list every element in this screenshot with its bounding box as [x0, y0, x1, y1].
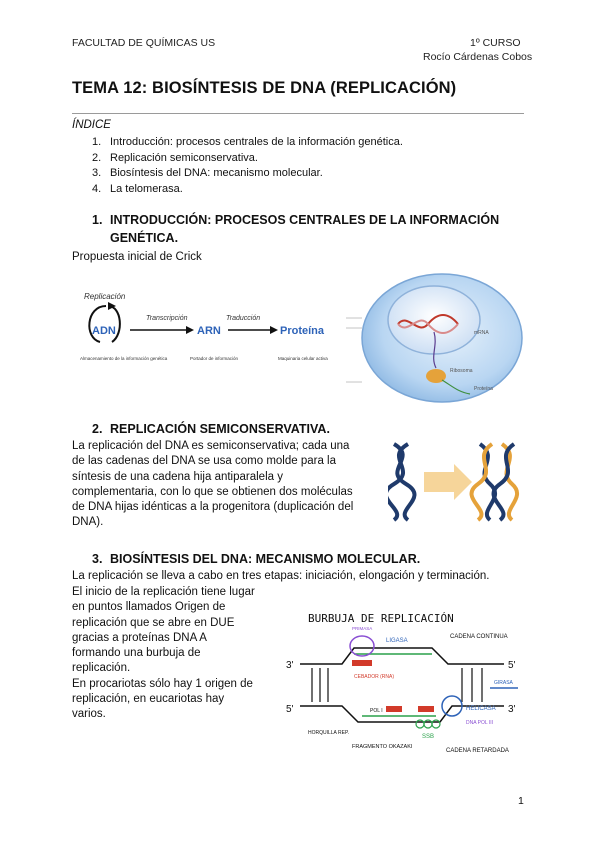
text-line: de las cadenas del DNA se usa como molde para la — [72, 455, 337, 468]
index-text: Biosíntesis del DNA: mecanismo molecular. — [110, 167, 323, 180]
ligase-label: LIGASA — [386, 638, 408, 644]
helicase-label: HELICASA — [466, 706, 496, 712]
primase-shape — [350, 636, 374, 656]
index-num: 1. — [92, 136, 102, 148]
text-line: en puntos llamados Origen de — [72, 601, 226, 614]
index-item — [92, 166, 403, 182]
text-line: replicación. — [72, 662, 131, 675]
index-label: ÍNDICE — [72, 119, 111, 131]
translation-label: Traducción — [226, 315, 261, 322]
end-label: 5' — [508, 660, 516, 671]
section3-stages: La replicación se lleva a cabo en tres etapas: iniciación, elongación y terminación. — [72, 570, 490, 582]
dna-caption: Almacenamiento de la información genética — [80, 356, 168, 361]
section1-heading-cont: GENÉTICA. — [110, 231, 179, 245]
primer-block — [352, 660, 372, 666]
dna-pol-label: DNA POL III — [466, 720, 494, 726]
top-strand — [300, 648, 504, 664]
text-line: complementaria, con lo que se obtienen dos moléculas — [72, 485, 353, 498]
ssb-protein — [416, 720, 424, 728]
text-line: replicación que se abre en DUE — [72, 616, 235, 629]
ssb-label: SSB — [422, 734, 435, 740]
polymerase-label: POL I — [370, 708, 383, 714]
okazaki-primer — [418, 706, 434, 712]
bubble-title: BURBUJA DE REPLICACIÓN — [308, 612, 454, 625]
leading-strand-label: CADENA CONTINUA — [450, 634, 508, 640]
text-line: síntesis de una cadena hija antiparalela y — [72, 470, 283, 483]
dna-label: ADN — [92, 325, 116, 337]
course-header: 1º CURSO — [470, 37, 521, 49]
text-line: DNA). — [72, 516, 104, 529]
cell-label: mRNA — [474, 330, 489, 336]
lagging-strand-label: CADENA RETARDADA — [446, 748, 509, 754]
text-line: de DNA hijas idénticas a la progenitora (duplicación del — [72, 501, 354, 514]
primase-label: PRIMASA — [352, 626, 373, 631]
page-number: 1 — [518, 795, 524, 807]
end-label: 3' — [508, 704, 516, 715]
faculty-header: FACULTAD DE QUÍMICAS US — [72, 37, 216, 49]
ssb-protein — [432, 720, 440, 728]
gyrase-label: GIRASA — [494, 680, 513, 686]
cell-label: Proteína — [474, 386, 493, 392]
rna-label: ARN — [197, 325, 221, 337]
index-item — [92, 151, 403, 167]
index-num: 4. — [92, 182, 102, 195]
text-line: replicación, en eucariotas hay — [72, 693, 225, 706]
protein-caption: Maquinaria celular activa — [278, 356, 328, 361]
index-text: La telomerasa. — [110, 182, 183, 195]
fork-label: HORQUILLA REP. — [308, 730, 350, 736]
replication-arrow — [424, 464, 472, 500]
section3-paragraph — [72, 585, 255, 723]
text-line: En procariotas sólo hay 1 origen de — [72, 677, 253, 690]
protein-label: Proteína — [280, 325, 325, 337]
section3-heading: 3. BIOSÍNTESIS DEL DNA: MECANISMO MOLECULAR. — [92, 552, 421, 566]
replication-bubble-diagram — [282, 602, 526, 768]
okazaki-label: FRAGMENTO OKAZAKI — [352, 744, 413, 750]
section2-heading: 2. REPLICACIÓN SEMICONSERVATIVA. — [92, 422, 330, 436]
text-line: La replicación del DNA es semiconservativa; cada una — [72, 440, 350, 452]
index-list — [92, 135, 403, 197]
text-line: gracias a proteínas DNA A — [72, 631, 207, 644]
okazaki-primer — [386, 706, 402, 712]
title-divider — [72, 113, 524, 114]
cell-illustration — [342, 272, 524, 404]
section2-paragraph — [72, 439, 353, 531]
ssb-protein — [424, 720, 432, 728]
end-label: 5' — [286, 704, 294, 715]
text-line: varios. — [72, 708, 106, 721]
text-line: El inicio de la replicación tiene lugar — [72, 586, 255, 598]
section1-heading: 1. INTRODUCCIÓN: PROCESOS CENTRALES DE LA INFORMACIÓN — [92, 213, 500, 227]
section1-intro: Propuesta inicial de Crick — [72, 251, 202, 263]
author-header: Rocío Cárdenas Cobos — [423, 51, 533, 63]
index-text: Introducción: procesos centrales de la información genética. — [110, 136, 403, 148]
text-line: formando una burbuja de — [72, 647, 201, 660]
rna-caption: Portador de información — [190, 356, 239, 361]
semiconservative-diagram — [388, 440, 524, 524]
index-item — [92, 182, 403, 198]
page-title: TEMA 12: BIOSÍNTESIS DE DNA (REPLICACIÓN) — [72, 79, 457, 97]
central-dogma-diagram — [78, 286, 340, 378]
primer-label: CEBADOR (RNA) — [354, 674, 395, 680]
index-item — [92, 135, 403, 151]
index-text: Replicación semiconservativa. — [110, 151, 258, 164]
cell-label: Ribosoma — [450, 368, 473, 374]
index-num: 3. — [92, 167, 102, 180]
index-num: 2. — [92, 151, 102, 164]
end-label: 3' — [286, 660, 294, 671]
transcription-label: Transcripción — [146, 315, 188, 322]
replication-label: Replicación — [84, 292, 126, 301]
